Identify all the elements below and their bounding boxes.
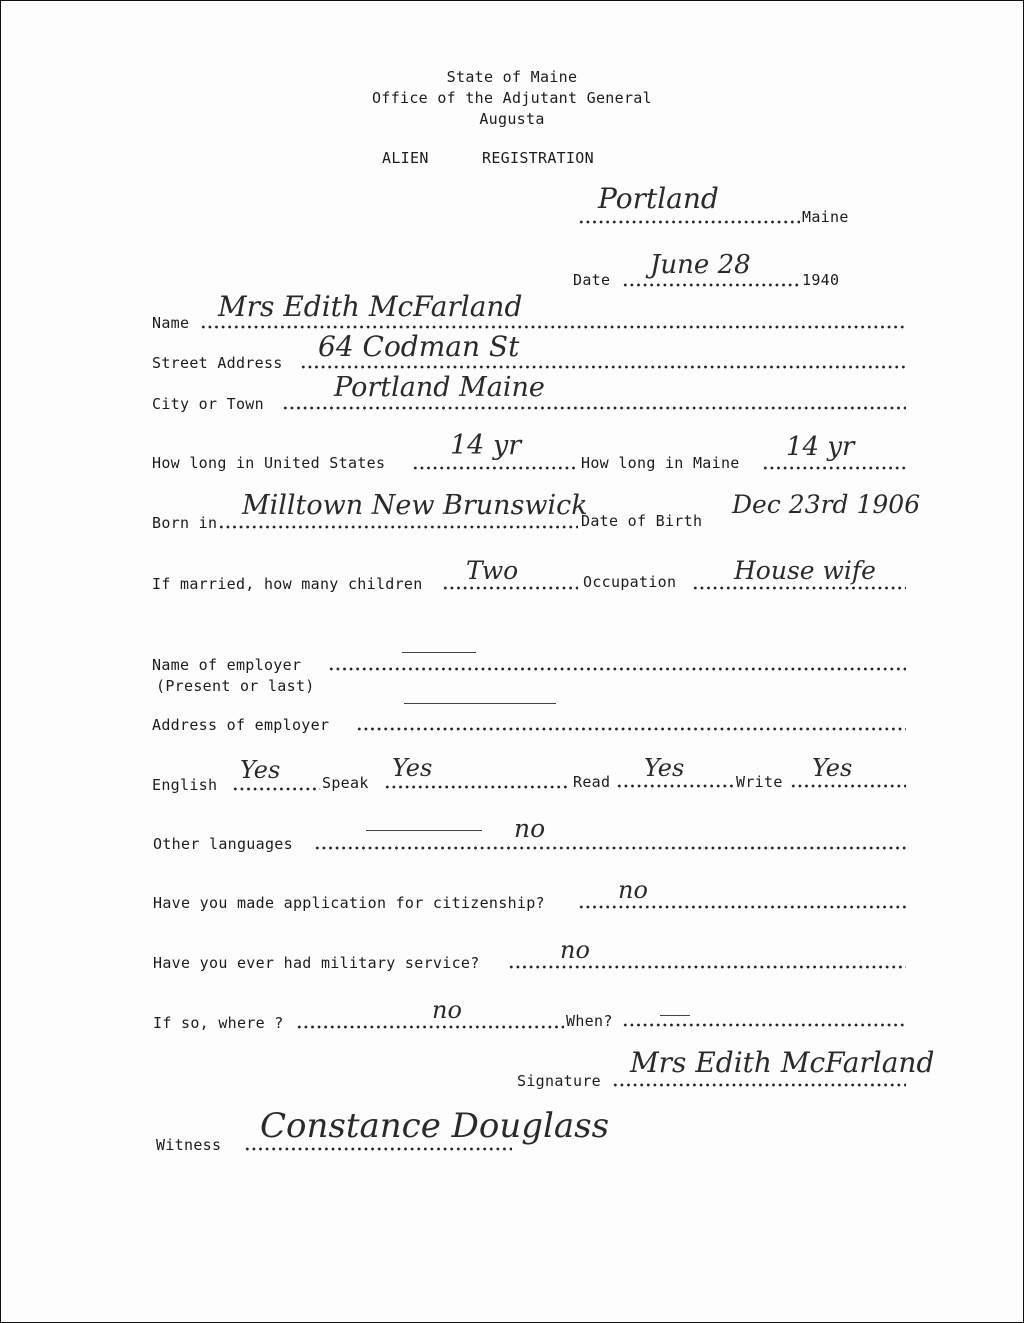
date-value: June 28 xyxy=(650,250,751,280)
name-value: Mrs Edith McFarland xyxy=(218,290,523,323)
name-label: Name xyxy=(152,314,190,332)
witness-label: Witness xyxy=(156,1136,222,1154)
where-value: no xyxy=(432,996,462,1024)
date-year: 1940 xyxy=(802,271,840,289)
military-value: no xyxy=(560,936,590,964)
city-dots xyxy=(282,405,906,411)
read-dots xyxy=(616,783,734,789)
how-long-maine-dots xyxy=(762,465,906,471)
other-languages-label: Other languages xyxy=(153,835,293,853)
date-of-birth-label: Date of Birth xyxy=(581,512,703,530)
witness-dots xyxy=(244,1146,512,1152)
date-dots xyxy=(622,282,800,288)
witness-value: Constance Douglass xyxy=(260,1106,610,1146)
military-label: Have you ever had military service? xyxy=(153,954,480,972)
how-long-us-label: How long in United States xyxy=(152,454,386,472)
when-stroke xyxy=(660,1015,690,1016)
how-long-us-dots xyxy=(412,465,578,471)
speak-dots xyxy=(384,784,570,790)
form-title-alien: ALIEN xyxy=(382,149,429,167)
header-office: Office of the Adjutant General xyxy=(372,89,652,107)
employer-address-stroke xyxy=(404,703,556,704)
children-dots xyxy=(442,585,578,591)
english-label: English xyxy=(152,776,218,794)
children-label: If married, how many children xyxy=(152,575,423,593)
employer-sublabel: (Present or last) xyxy=(156,677,315,695)
date-label: Date xyxy=(573,271,611,289)
other-languages-value: no xyxy=(514,814,546,843)
english-dots xyxy=(232,786,320,792)
born-in-dots xyxy=(218,524,578,530)
employer-stroke xyxy=(402,652,476,653)
street-dots xyxy=(300,364,906,370)
born-in-label: Born in xyxy=(152,514,218,532)
speak-value: Yes xyxy=(392,754,433,782)
place-dots xyxy=(578,219,800,225)
other-languages-stroke xyxy=(366,830,482,831)
date-of-birth-value: Dec 23rd 1906 xyxy=(732,490,921,519)
city-value: Portland Maine xyxy=(334,372,545,403)
children-value: Two xyxy=(466,556,519,585)
how-long-maine-label: How long in Maine xyxy=(581,454,740,472)
when-dots xyxy=(622,1022,906,1028)
header-state: State of Maine xyxy=(446,68,578,86)
signature-value: Mrs Edith McFarland xyxy=(630,1046,935,1079)
military-dots xyxy=(508,964,906,970)
city-label: City or Town xyxy=(152,395,264,413)
read-value: Yes xyxy=(644,754,685,782)
citizenship-value: no xyxy=(618,876,648,904)
where-label: If so, where ? xyxy=(153,1014,284,1032)
speak-label: Speak xyxy=(322,774,369,792)
where-dots xyxy=(296,1024,564,1030)
signature-label: Signature xyxy=(517,1072,601,1090)
employer-label: Name of employer xyxy=(152,656,302,674)
when-label: When? xyxy=(566,1012,613,1030)
form-title-registration: REGISTRATION xyxy=(482,149,594,167)
employer-address-dots xyxy=(356,726,906,732)
occupation-label: Occupation xyxy=(583,573,677,591)
street-label: Street Address xyxy=(152,354,283,372)
write-dots xyxy=(790,783,906,789)
write-value: Yes xyxy=(812,754,853,782)
signature-dots xyxy=(612,1082,906,1088)
name-dots xyxy=(200,324,906,330)
place-value: Portland xyxy=(598,182,719,215)
employer-dots xyxy=(328,666,906,672)
write-label: Write xyxy=(736,773,783,791)
header-city: Augusta xyxy=(479,110,545,128)
place-suffix: Maine xyxy=(802,208,849,226)
citizenship-label: Have you made application for citizenship? xyxy=(153,894,545,912)
street-value: 64 Codman St xyxy=(318,330,520,363)
occupation-dots xyxy=(692,585,906,591)
citizenship-dots xyxy=(578,904,906,910)
how-long-us-value: 14 yr xyxy=(450,430,522,461)
read-label: Read xyxy=(573,773,611,791)
occupation-value: House wife xyxy=(734,556,876,585)
born-in-value: Milltown New Brunswick xyxy=(242,490,588,521)
employer-address-label: Address of employer xyxy=(152,716,330,734)
english-value: Yes xyxy=(240,756,281,784)
how-long-maine-value: 14 yr xyxy=(786,432,855,462)
other-languages-dots xyxy=(314,845,906,851)
